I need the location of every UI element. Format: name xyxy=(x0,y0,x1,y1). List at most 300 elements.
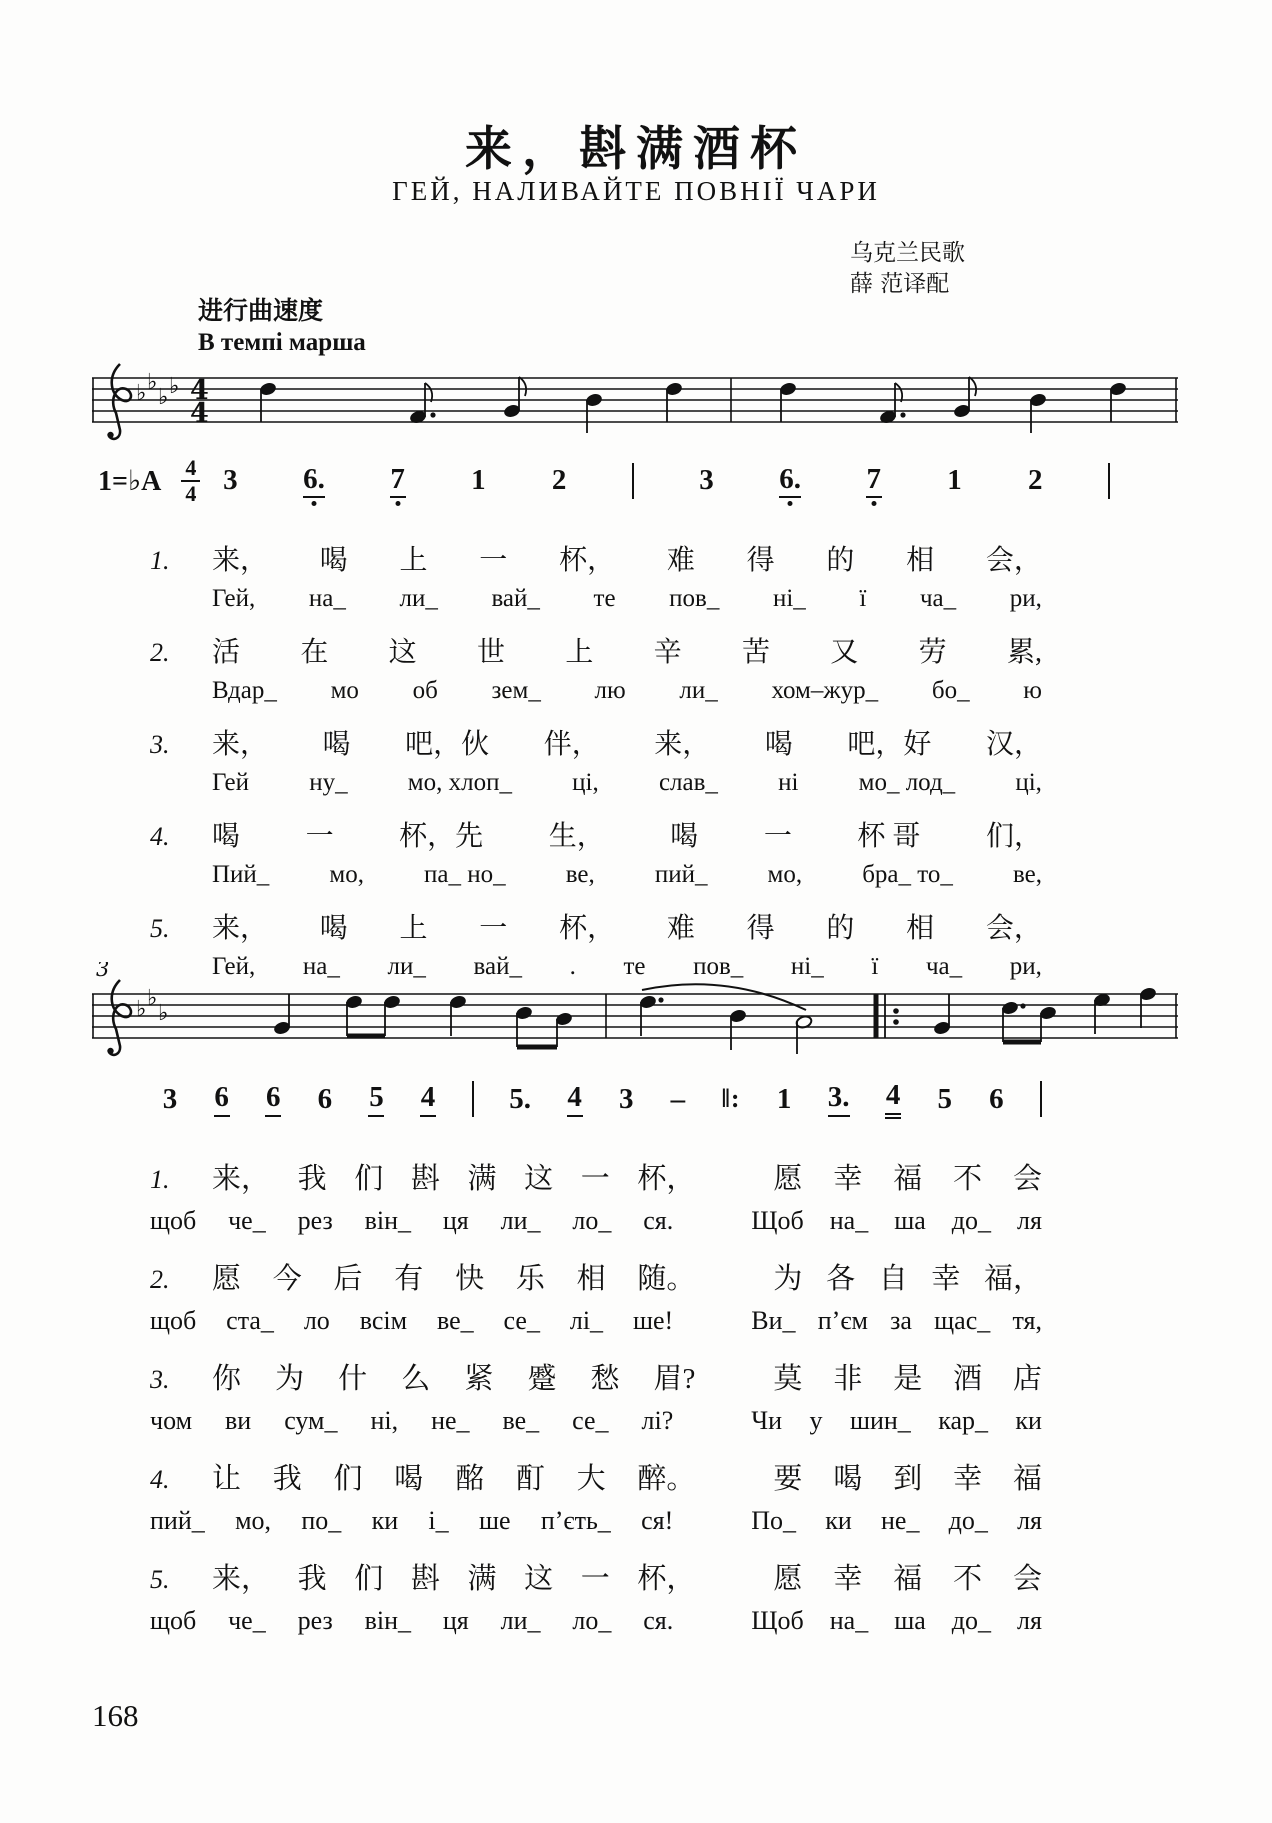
key-signature-flats xyxy=(136,370,179,410)
lyric-syllable: Щоб xyxy=(751,1606,804,1635)
lyric-syllable: 我 xyxy=(297,1563,327,1595)
lyric-cells xyxy=(212,769,1042,797)
lyric-syllable: ю xyxy=(1023,677,1042,704)
lyric-cells-right xyxy=(773,1556,1042,1597)
lyric-syllable: 的 xyxy=(826,913,855,944)
lyric-syllable: 快 xyxy=(455,1263,485,1295)
lyric-syllable: 店 xyxy=(1012,1363,1042,1395)
lyric-syllable: ли_ xyxy=(387,953,426,980)
jianpu-note: 2 xyxy=(1027,464,1043,497)
svg-text:♭: ♭ xyxy=(136,381,147,406)
lyric-syllable: 们， xyxy=(985,821,1042,852)
lyric-syllable: 后 xyxy=(333,1263,363,1295)
lyric-syllable: 汉， xyxy=(985,729,1042,760)
lyric-row xyxy=(150,722,1042,762)
lyric-cells-right xyxy=(751,1506,1042,1536)
lyric-row xyxy=(150,1456,1042,1497)
lyric-cells-right xyxy=(773,1156,1042,1197)
lyrics-block-1 xyxy=(150,538,1042,998)
verse-number: 1. xyxy=(150,1165,170,1194)
lyric-syllable: щоб xyxy=(150,1306,197,1335)
lyric-cells-left xyxy=(212,1156,695,1197)
lyric-syllable: ча_ xyxy=(919,585,957,612)
notes-after-repeat xyxy=(933,987,1156,1042)
lyric-row xyxy=(150,1406,1042,1436)
credit-translator: 薛 范译配 xyxy=(850,271,950,298)
lyric-syllable: 愿 xyxy=(773,1163,803,1195)
lyrics-block-2 xyxy=(150,1156,1042,1656)
lyric-syllable: 福 xyxy=(893,1563,923,1595)
lyric-syllable: мо, хлоп_ xyxy=(407,769,512,796)
lyric-syllable: лі? xyxy=(641,1406,674,1435)
lyric-syllable: бра_ то_ xyxy=(862,861,953,888)
page-title: 来，斟满酒杯 xyxy=(465,122,807,177)
lyric-syllable: Гей, xyxy=(212,585,256,612)
lyric-syllable: ля xyxy=(1017,1206,1042,1235)
notes-measure-2 xyxy=(779,377,1126,433)
lyric-syllable: ло xyxy=(303,1306,330,1335)
lyric-syllable: бо_ xyxy=(931,677,970,704)
lyric-syllable: 得 xyxy=(746,545,775,576)
jianpu-note: 6 xyxy=(989,1082,1004,1115)
lyric-syllable: Гей, xyxy=(212,953,256,980)
lyric-cells-left xyxy=(212,1256,695,1297)
jianpu-cells-1 xyxy=(222,463,1110,499)
lyric-syllable: ша xyxy=(894,1206,926,1235)
lyric-syllable: 难 xyxy=(666,913,695,944)
lyric-row xyxy=(150,1606,1042,1636)
lyric-syllable: 吧，伙 xyxy=(405,729,490,760)
lyric-syllable: ки xyxy=(371,1506,399,1535)
lyric-syllable: ве, xyxy=(565,861,595,888)
lyric-syllable: 上 xyxy=(399,545,428,576)
lyric-syllable: 会， xyxy=(985,545,1042,576)
lyric-syllable: 来， xyxy=(212,1163,271,1195)
lyric-syllable: ли_ xyxy=(500,1606,541,1635)
jianpu-note: 3. xyxy=(828,1082,850,1117)
lyric-syllable: до_ xyxy=(951,1206,992,1235)
lyric-syllable: до_ xyxy=(948,1506,988,1535)
lyric-syllable: ри, xyxy=(1009,953,1042,980)
lyric-syllable: Пий_ xyxy=(212,861,270,888)
lyric-syllable: мо xyxy=(330,677,359,704)
lyric-syllable: лю xyxy=(594,677,626,704)
lyric-syllable: ні xyxy=(778,769,799,796)
lyric-syllable: 难 xyxy=(666,545,695,576)
jianpu-note: 5 xyxy=(368,1082,384,1117)
lyric-syllable: сум_ xyxy=(284,1406,338,1435)
lyric-syllable: 喝 xyxy=(319,545,348,576)
jianpu-note: 5 xyxy=(937,1082,952,1115)
lyric-syllable: слав_ xyxy=(658,769,718,796)
lyric-syllable: 辛 xyxy=(653,637,682,668)
lyric-syllable: 劳 xyxy=(918,637,947,668)
lyric-cells-left xyxy=(212,1456,695,1497)
jianpu-note: – xyxy=(670,1082,686,1115)
lyric-syllable: ша xyxy=(894,1606,926,1635)
lyric-syllable: 活 xyxy=(212,637,241,668)
lyric-syllable: ше xyxy=(478,1506,511,1535)
lyric-syllable: че_ xyxy=(228,1206,266,1235)
lyric-syllable: 来， xyxy=(212,729,269,760)
jianpu-note: 4 xyxy=(567,1082,583,1117)
verse-number: 2. xyxy=(150,1265,170,1294)
lyric-cells-right xyxy=(773,1356,1042,1397)
lyric-syllable: 喝 xyxy=(764,729,793,760)
jianpu-note: 6 xyxy=(317,1082,333,1115)
lyric-cells-left xyxy=(150,1206,673,1236)
key-label: 1=♭A xyxy=(98,466,162,497)
lyric-syllable: 酊 xyxy=(515,1463,545,1495)
lyric-syllable: 斟 xyxy=(410,1563,440,1595)
lyric-syllable: 大 xyxy=(576,1463,606,1495)
jianpu-note: 4 xyxy=(420,1082,436,1117)
lyric-syllable: се_ xyxy=(572,1406,609,1435)
lyric-syllable: по_ xyxy=(301,1506,342,1535)
jianpu-note: 6 xyxy=(214,1082,230,1117)
lyric-syllable: ло_ xyxy=(572,1206,612,1235)
lyric-syllable: вай_ xyxy=(491,585,540,612)
lyric-cells xyxy=(212,677,1042,705)
barline xyxy=(1040,1081,1042,1117)
lyric-syllable: 紧 xyxy=(464,1363,494,1395)
lyric-syllable: 伴， xyxy=(543,729,600,760)
lyric-syllable: 一 xyxy=(763,821,792,852)
lyric-row xyxy=(150,630,1042,670)
lyric-syllable: ся! xyxy=(641,1506,674,1535)
lyric-syllable: 们 xyxy=(333,1463,363,1495)
lyric-cells-left xyxy=(150,1306,673,1336)
lyric-syllable: 福， xyxy=(983,1263,1042,1295)
lyric-cells xyxy=(212,861,1042,889)
barline xyxy=(1108,463,1110,499)
lyric-syllable: 愿 xyxy=(212,1263,242,1295)
lyric-syllable: 我 xyxy=(272,1463,302,1495)
lyric-syllable: 这 xyxy=(524,1163,554,1195)
lyric-row xyxy=(150,1356,1042,1397)
lyric-syllable: 喝 xyxy=(319,913,348,944)
lyric-syllable: ля xyxy=(1017,1606,1042,1635)
lyric-syllable: ці, xyxy=(572,769,599,796)
lyric-syllable: 上 xyxy=(565,637,594,668)
lyric-row xyxy=(150,677,1042,705)
lyric-syllable: 什 xyxy=(338,1363,368,1395)
lyric-syllable: 的 xyxy=(826,545,855,576)
lyric-syllable: 喝 xyxy=(394,1463,424,1495)
lyric-syllable: шин_ xyxy=(849,1406,911,1435)
credit-source: 乌克兰民歌 xyxy=(850,240,965,266)
lyric-syllable: 幸 xyxy=(833,1563,863,1595)
lyric-row xyxy=(150,1556,1042,1597)
lyric-syllable: 福 xyxy=(893,1163,923,1195)
lyric-syllable: чом xyxy=(150,1406,193,1435)
lyric-syllable: Гей xyxy=(212,769,250,796)
svg-text:♭: ♭ xyxy=(147,370,158,395)
lyric-syllable: пий_ xyxy=(150,1506,205,1535)
lyric-syllable: 会， xyxy=(985,913,1042,944)
lyric-syllable: 酩 xyxy=(455,1463,485,1495)
lyric-syllable: пов_ xyxy=(693,953,744,980)
lyric-syllable: ча_ xyxy=(925,953,963,980)
lyric-syllable: ні, xyxy=(370,1406,399,1435)
lyric-syllable: 眉? xyxy=(653,1363,696,1395)
lyric-row xyxy=(150,1256,1042,1297)
lyric-syllable: ся. xyxy=(643,1606,674,1635)
lyric-syllable: не_ xyxy=(880,1506,920,1535)
verse-number: 5. xyxy=(150,914,170,943)
verse-number: 4. xyxy=(150,822,170,851)
lyric-syllable: не_ xyxy=(431,1406,470,1435)
lyric-syllable: 杯，先 xyxy=(399,821,484,852)
lyric-cells-right xyxy=(751,1306,1042,1336)
verse-number: 1. xyxy=(150,546,170,575)
lyric-syllable: 们 xyxy=(354,1563,384,1595)
lyric-syllable: 满 xyxy=(467,1563,497,1595)
jianpu-note: 3 xyxy=(618,1082,634,1115)
lyric-syllable: ста_ xyxy=(226,1306,274,1335)
lyric-syllable: 有 xyxy=(394,1263,424,1295)
lyric-syllable: 相 xyxy=(906,913,935,944)
lyric-syllable: 自 xyxy=(878,1263,908,1295)
lyric-syllable: 非 xyxy=(833,1363,863,1395)
svg-text:♭: ♭ xyxy=(158,1001,169,1026)
lyric-syllable: щоб xyxy=(150,1206,197,1235)
lyric-syllable: 一 xyxy=(580,1163,610,1195)
lyric-syllable: че_ xyxy=(228,1606,266,1635)
lyric-cells xyxy=(212,585,1042,613)
measure-number-label: 3 xyxy=(96,962,110,981)
jianpu-note: 1 xyxy=(947,464,962,497)
lyric-syllable: те xyxy=(593,585,616,612)
jianpu-note: 1 xyxy=(471,464,486,497)
lyric-syllable: лі_ xyxy=(569,1306,604,1335)
lyric-syllable: мо, xyxy=(767,861,803,888)
staff-system-1 xyxy=(86,360,1186,454)
lyric-syllable: 你 xyxy=(212,1363,242,1395)
lyric-syllable: 世 xyxy=(476,637,505,668)
lyric-syllable: ше! xyxy=(632,1306,674,1335)
lyric-syllable: рез xyxy=(297,1606,333,1635)
lyric-syllable: 生， xyxy=(548,821,605,852)
staff-system-2 xyxy=(86,962,1186,1074)
lyric-syllable: 一 xyxy=(479,545,508,576)
lyric-syllable: 满 xyxy=(467,1163,497,1195)
lyric-syllable: ці, xyxy=(1015,769,1042,796)
lyric-syllable: 来， xyxy=(212,1563,271,1595)
lyric-syllable: ся. xyxy=(643,1206,674,1235)
lyric-syllable: па_ но_ xyxy=(424,861,506,888)
lyric-cells-left xyxy=(212,1556,695,1597)
lyric-cells xyxy=(212,538,1042,578)
lyric-syllable: 我 xyxy=(297,1163,327,1195)
lyric-syllable: 幸 xyxy=(833,1163,863,1195)
lyric-syllable: ли_ xyxy=(399,585,438,612)
lyric-syllable: 要 xyxy=(773,1463,803,1495)
lyric-cells xyxy=(212,906,1042,946)
lyric-syllable: на_ xyxy=(829,1206,869,1235)
lyric-syllable: Щоб xyxy=(751,1206,804,1235)
lyric-syllable: ля xyxy=(1017,1506,1042,1535)
lyric-syllable: 这 xyxy=(388,637,417,668)
lyric-syllable: 各 xyxy=(826,1263,856,1295)
lyric-syllable: 苦 xyxy=(741,637,770,668)
lyric-syllable: 是 xyxy=(893,1363,923,1395)
lyric-syllable: ї xyxy=(859,585,867,612)
jianpu-note: 5. xyxy=(509,1082,532,1115)
page-subtitle: ГЕЙ, НАЛИВАЙТЕ ПОВНІЇ ЧАРИ xyxy=(392,176,880,206)
lyric-syllable: мо, xyxy=(329,861,364,888)
tempo-markings xyxy=(198,296,366,359)
jianpu-note: 3 xyxy=(223,464,238,497)
lyric-syllable: 吧，好 xyxy=(847,729,932,760)
page-number: 168 xyxy=(92,1698,139,1733)
lyric-row xyxy=(150,538,1042,578)
lyric-cells-right xyxy=(751,1606,1042,1636)
lyric-syllable: . xyxy=(569,953,576,980)
lyric-row xyxy=(150,769,1042,797)
lyric-syllable: 喝 xyxy=(212,821,241,852)
verse-number: 4. xyxy=(150,1465,170,1494)
lyric-syllable: тя, xyxy=(1012,1306,1042,1335)
lyric-syllable: до_ xyxy=(951,1606,992,1635)
lyric-syllable: 到 xyxy=(893,1463,923,1495)
lyric-syllable: мо_ лод_ xyxy=(858,769,956,796)
lyric-syllable: ве, xyxy=(1012,861,1042,888)
verse-number: 5. xyxy=(150,1565,170,1594)
lyric-syllable: 乐 xyxy=(515,1263,545,1295)
lyric-syllable: се_ xyxy=(503,1306,540,1335)
lyric-syllable: п’єть_ xyxy=(540,1506,611,1535)
staff-lines xyxy=(92,994,1178,1038)
lyric-syllable: 杯， xyxy=(559,545,616,576)
lyric-syllable: 来， xyxy=(212,913,269,944)
tempo-ukrainian: В темпі марша xyxy=(198,329,366,357)
lyric-syllable: 酒 xyxy=(953,1363,983,1395)
lyric-cells-right xyxy=(773,1456,1042,1497)
svg-text:♭: ♭ xyxy=(136,997,147,1022)
lyric-cells-right xyxy=(773,1256,1042,1297)
lyric-syllable: пий_ xyxy=(654,861,708,888)
lyric-syllable: і_ xyxy=(428,1506,449,1535)
repeat-sign: ‖: xyxy=(721,1084,741,1114)
lyric-syllable: ки xyxy=(1015,1406,1042,1435)
lyric-syllable: ли_ xyxy=(679,677,718,704)
svg-text:♭: ♭ xyxy=(147,986,158,1011)
lyric-syllable: 愿 xyxy=(773,1563,803,1595)
lyric-cells-left xyxy=(212,1356,695,1397)
jianpu-note: 1 xyxy=(776,1082,792,1115)
lyric-syllable: 蹙 xyxy=(527,1363,557,1395)
verse-number: 2. xyxy=(150,638,170,667)
lyric-row xyxy=(150,1156,1042,1197)
tempo-chinese: 进行曲速度 xyxy=(198,297,324,325)
lyric-row xyxy=(150,1506,1042,1536)
lyric-syllable: 杯， xyxy=(637,1563,696,1595)
lyric-syllable: ну_ xyxy=(309,769,348,796)
lyric-syllable: 么 xyxy=(401,1363,431,1395)
svg-text:♭: ♭ xyxy=(169,374,180,399)
lyric-syllable: 福 xyxy=(1012,1463,1042,1495)
lyric-syllable: 累, xyxy=(1006,637,1042,668)
notes-measure-1 xyxy=(259,377,682,433)
lyric-syllable: на_ xyxy=(308,585,346,612)
svg-text:4: 4 xyxy=(190,375,209,406)
key-signature-flats xyxy=(136,986,168,1026)
lyric-syllable: 为 xyxy=(773,1263,803,1295)
lyric-row xyxy=(150,861,1042,889)
lyric-syllable: 随。 xyxy=(637,1263,696,1295)
lyric-syllable: Вдар_ xyxy=(212,677,277,704)
lyric-cells xyxy=(212,722,1042,762)
lyric-syllable: 让 xyxy=(212,1463,242,1495)
lyric-syllable: 杯 哥 xyxy=(857,821,921,852)
lyric-cells-right xyxy=(751,1406,1042,1436)
jianpu-note: 4 xyxy=(885,1080,901,1119)
lyric-row xyxy=(150,1206,1042,1236)
lyric-syllable: п’єм xyxy=(817,1306,868,1335)
time-signature xyxy=(190,375,209,429)
lyric-syllable: 喝 xyxy=(322,729,351,760)
lyric-syllable: 幸 xyxy=(931,1263,961,1295)
lyric-syllable: 一 xyxy=(580,1563,610,1595)
lyric-syllable: 喝 xyxy=(833,1463,863,1495)
lyric-syllable: ця xyxy=(442,1606,469,1635)
lyric-syllable: 来， xyxy=(212,545,269,576)
lyric-syllable: 幸 xyxy=(953,1463,983,1495)
lyric-syllable: 会 xyxy=(1012,1563,1042,1595)
jianpu-line-1 xyxy=(98,456,1110,506)
lyric-syllable: 斟 xyxy=(410,1163,440,1195)
lyric-syllable: 在 xyxy=(300,637,329,668)
jianpu-note: 3 xyxy=(699,464,714,497)
lyric-syllable: 这 xyxy=(524,1563,554,1595)
lyric-syllable: 们 xyxy=(354,1163,384,1195)
jianpu-note: 6. xyxy=(303,464,325,499)
lyric-syllable: ло_ xyxy=(572,1606,612,1635)
jianpu-note: 3 xyxy=(162,1082,178,1115)
verse-number: 3. xyxy=(150,730,170,759)
lyric-syllable: рез xyxy=(297,1206,333,1235)
lyric-row xyxy=(150,906,1042,946)
meter-label: 4 4 xyxy=(181,456,200,506)
lyric-syllable: об xyxy=(412,677,438,704)
treble-clef-icon xyxy=(107,980,131,1055)
lyric-syllable: 今 xyxy=(272,1263,302,1295)
lyric-syllable: мо, xyxy=(235,1506,272,1535)
lyric-syllable: ї xyxy=(871,953,879,980)
lyric-syllable: щоб xyxy=(150,1606,197,1635)
lyric-cells xyxy=(212,814,1042,854)
lyric-row xyxy=(150,814,1042,854)
svg-text:♭: ♭ xyxy=(158,385,169,410)
lyric-syllable: 一 xyxy=(305,821,334,852)
lyric-syllable: у xyxy=(809,1406,823,1435)
barline xyxy=(472,1081,474,1117)
lyric-syllable: хом–жур_ xyxy=(771,677,879,704)
lyric-syllable: 不 xyxy=(953,1563,983,1595)
lyric-syllable: вай_ xyxy=(473,953,522,980)
jianpu-cells-2 xyxy=(162,1080,1042,1119)
lyric-cells xyxy=(212,630,1042,670)
lyric-syllable: 醉。 xyxy=(637,1463,696,1495)
lyric-syllable: пов_ xyxy=(669,585,720,612)
lyric-syllable: всім xyxy=(359,1306,408,1335)
lyric-syllable: Ви_ xyxy=(751,1306,796,1335)
lyric-syllable: щас_ xyxy=(934,1306,991,1335)
lyric-syllable: 为 xyxy=(275,1363,305,1395)
lyric-syllable: 一 xyxy=(479,913,508,944)
credits xyxy=(850,238,990,300)
